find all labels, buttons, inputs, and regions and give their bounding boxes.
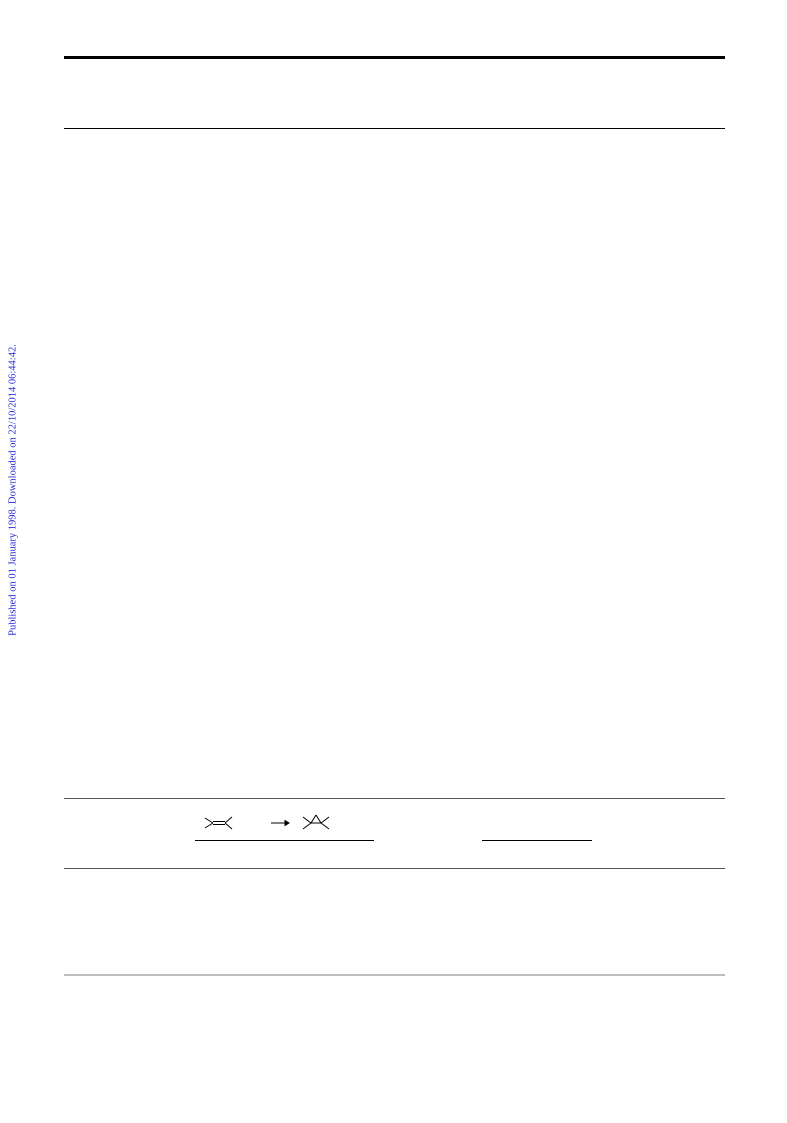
column-header-rule-left	[195, 840, 374, 841]
header-rule	[64, 128, 725, 129]
column-header-rule-right	[482, 840, 592, 841]
publication-note-link[interactable]: Published on 01 January 1998. Downloaded on 22/10/2014 06:44:42.	[7, 344, 19, 636]
footer-rule	[64, 974, 725, 976]
alkene-double-bond-icon	[205, 817, 232, 829]
table-top-rule	[64, 798, 725, 799]
top-rule	[64, 56, 725, 59]
side-margin	[0, 0, 24, 1123]
cyclopropane-ring-icon	[303, 815, 329, 829]
reaction-scheme	[195, 808, 595, 844]
table-bottom-rule	[64, 868, 725, 869]
reaction-arrow-icon	[271, 821, 289, 826]
